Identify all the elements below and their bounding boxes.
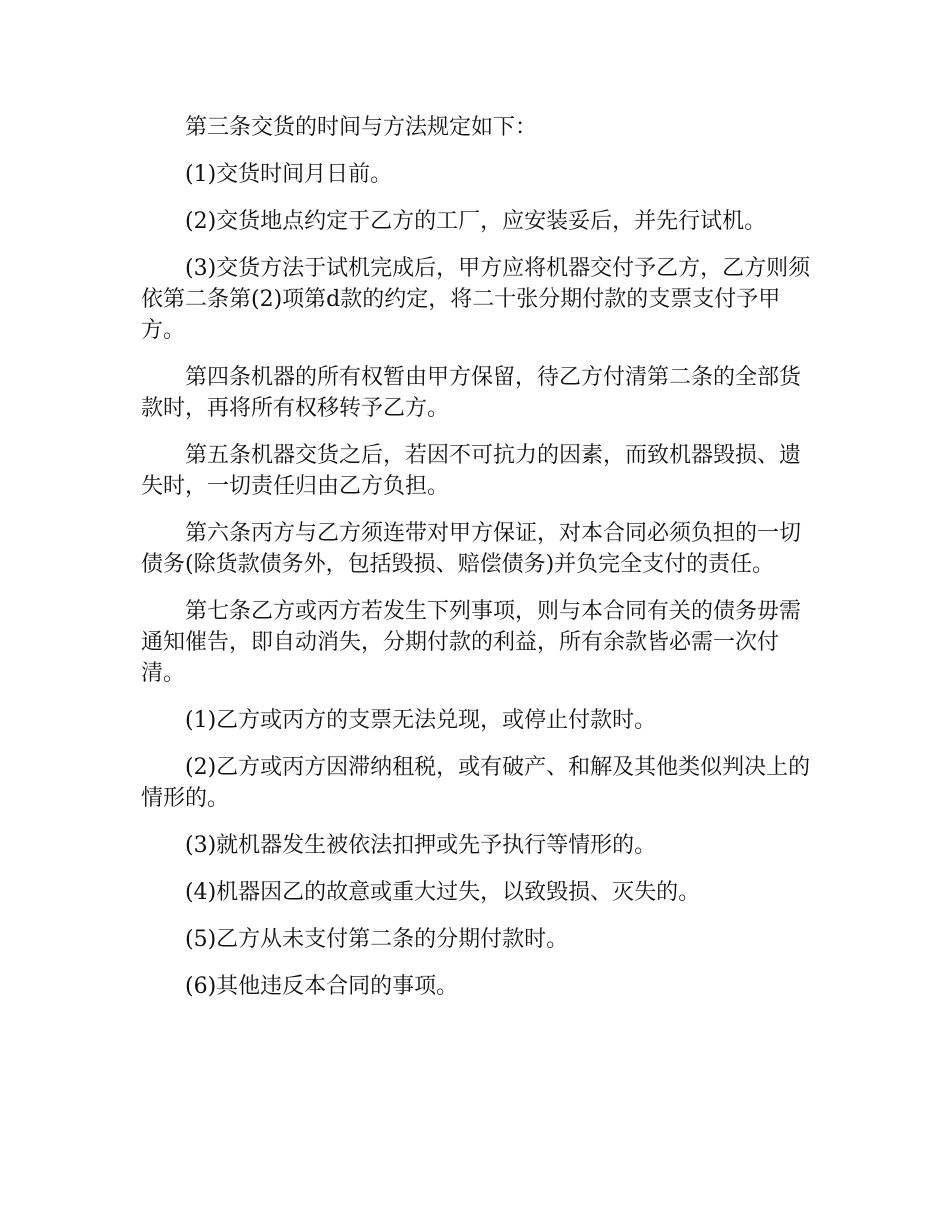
document-body <box>141 112 811 1018</box>
paragraph-article-5: 第五条机器交货之后，若因不可抗力的因素，而致机器毁损、遗失时，一切责任归由乙方负担。 <box>141 443 802 499</box>
paragraph-article-6: 第六条丙方与乙方须连带对甲方保证，对本合同必须负担的一切债务(除货款债务外，包括毁损、赔偿债务)并负完全支付的责任。 <box>141 521 802 577</box>
paragraph-article-3: 第三条交货的时间与方法规定如下： <box>185 115 538 140</box>
paragraph-article-7-item-5: (5)乙方从未支付第二条的分期付款时。 <box>185 927 569 952</box>
paragraph-article-3-item-2: (2)交货地点约定于乙方的工厂，应安装妥后，并先行试机。 <box>185 209 767 234</box>
paragraph-article-4: 第四条机器的所有权暂由甲方保留，待乙方付清第二条的全部货款时，再将所有权移转予乙方。 <box>141 365 802 421</box>
paragraph-article-7-item-1: (1)乙方或丙方的支票无法兑现，或停止付款时。 <box>185 708 657 733</box>
paragraph-article-3-item-3: (3)交货方法于试机完成后，甲方应将机器交付予乙方，乙方则须依第二条第(2)项第d款的约定，将二十张分期付款的支票支付予甲方。 <box>141 256 811 343</box>
paragraph-article-7-item-3: (3)就机器发生被依法扣押或先予执行等情形的。 <box>185 833 657 858</box>
paragraph-article-7-item-6: (6)其他违反本合同的事项。 <box>185 974 459 999</box>
paragraph-article-7-item-2: (2)乙方或丙方因滞纳租税，或有破产、和解及其他类似判决上的情形的。 <box>141 755 811 811</box>
paragraph-article-3-item-1: (1)交货时间月日前。 <box>185 162 393 187</box>
paragraph-article-7: 第七条乙方或丙方若发生下列事项，则与本合同有关的债务毋需通知催告，即自动消失，分期付款的利益，所有余款皆必需一次付清。 <box>141 599 802 686</box>
paragraph-article-7-item-4: (4)机器因乙的故意或重大过失，以致毁损、灭失的。 <box>185 880 701 905</box>
